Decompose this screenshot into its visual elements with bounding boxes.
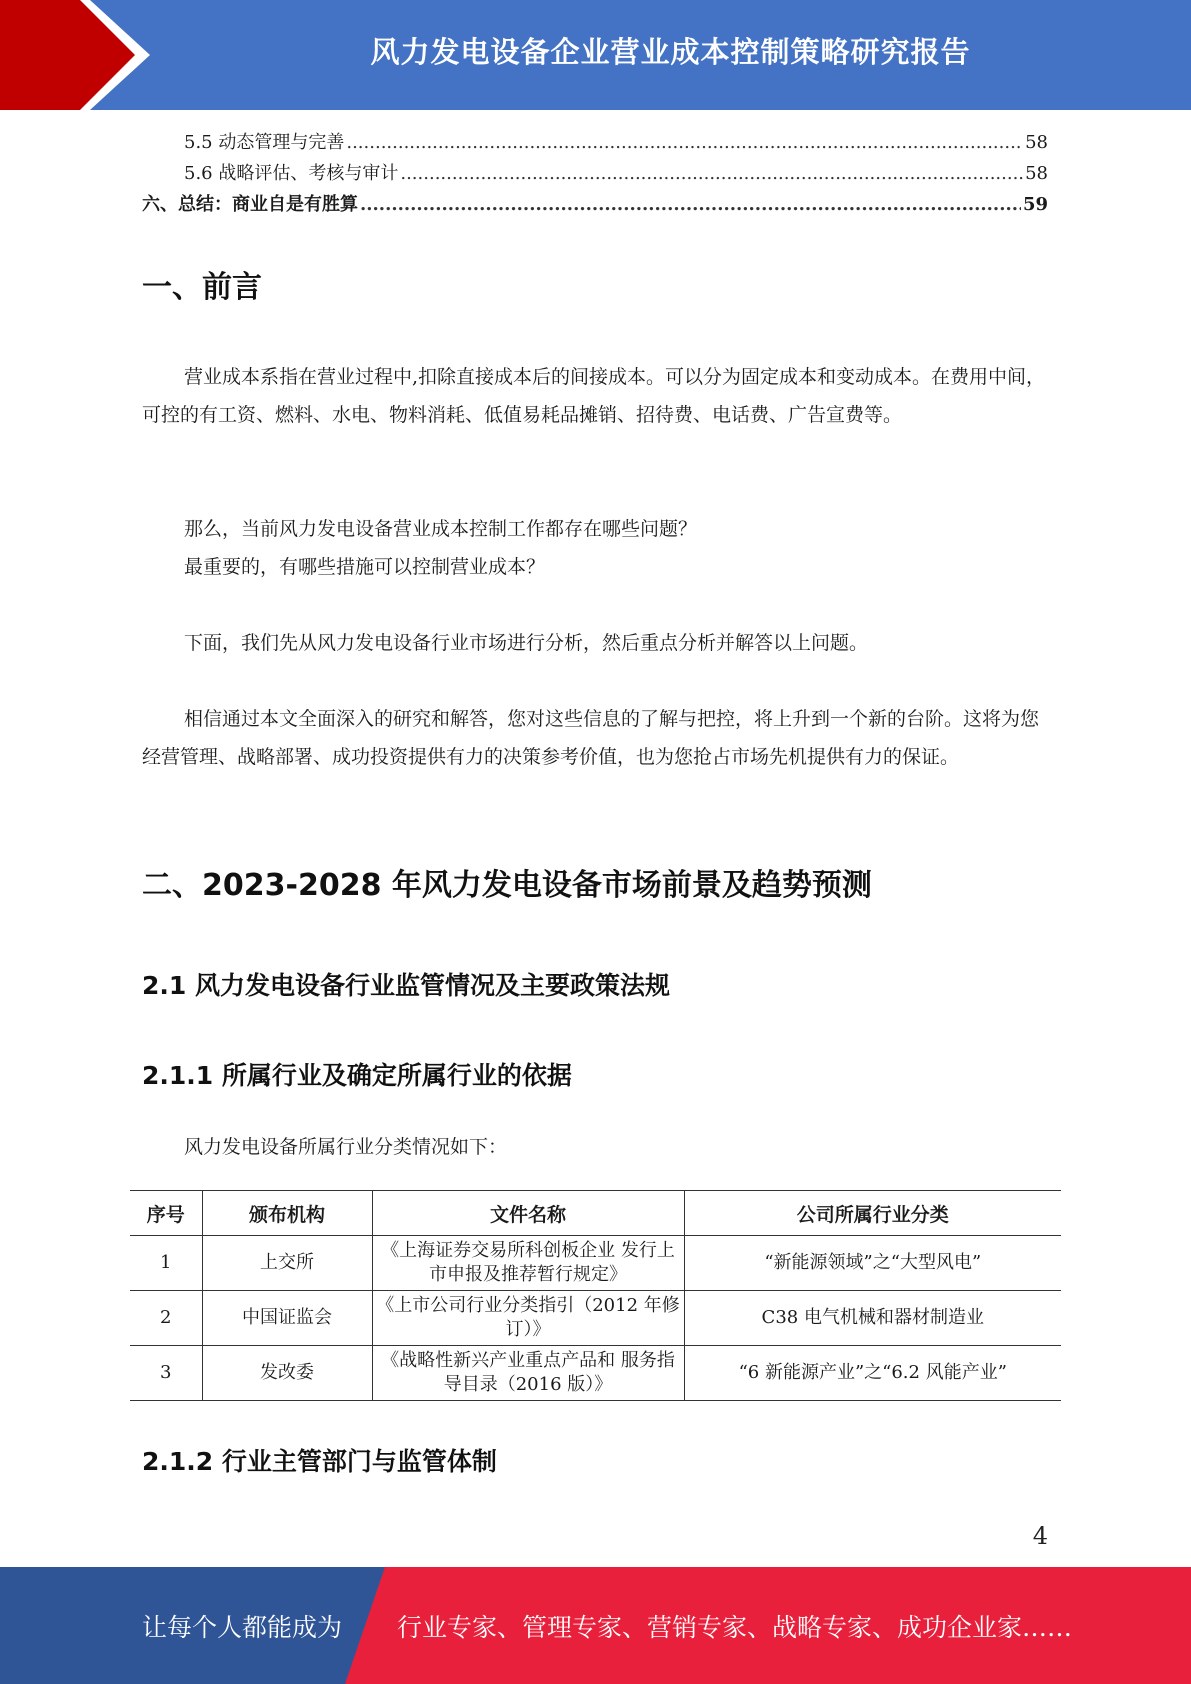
table-cell: “新能源领域”之“大型风电” (684, 1236, 1061, 1291)
table-row (130, 1346, 1061, 1401)
page-number: 4 (1032, 1522, 1048, 1550)
subsection-heading: 2.1.2 行业主管部门与监管体制 (142, 1447, 497, 1476)
table-cell: 中国证监会 (202, 1291, 372, 1346)
table-cell: 3 (130, 1346, 202, 1401)
body-paragraph: 营业成本系指在营业过程中,扣除直接成本后的间接成本。可以分为固定成本和变动成本。在费用中间，可控的有工资、燃料、水电、物料消耗、低值易耗品摊销、招待费、电话费、广告宣费等。 (142, 366, 1046, 426)
page-header (0, 0, 1191, 110)
table-row (130, 1236, 1061, 1291)
table-cell: 2 (130, 1291, 202, 1346)
body-paragraph: 下面，我们先从风力发电设备行业市场进行分析，然后重点分析并解答以上问题。 (184, 632, 869, 654)
table-cell: 发改委 (202, 1346, 372, 1401)
table-of-contents (142, 128, 1048, 221)
industry-classification-table (130, 1190, 1061, 1401)
table-cell: 上交所 (202, 1236, 372, 1291)
footer-slogan-left: 让每个人都能成为 (142, 1612, 343, 1642)
footer-slogan-right: 行业专家、管理专家、营销专家、战略专家、成功企业家…… (397, 1612, 1073, 1642)
body-paragraph: 相信通过本文全面深入的研究和解答，您对这些信息的了解与把控，将上升到一个新的台阶。这将为您经营管理、战略部署、成功投资提供有力的决策参考价值，也为您抢占市场先机提供有力的保证。 (142, 708, 1040, 768)
column-header: 颁布机构 (202, 1191, 372, 1236)
subsection-heading: 2.1.1 所属行业及确定所属行业的依据 (142, 1061, 572, 1090)
toc-entry-page: 58 (1025, 163, 1048, 184)
column-header: 序号 (130, 1191, 202, 1236)
report-title: 风力发电设备企业营业成本控制策略研究报告 (370, 34, 971, 69)
page-footer (0, 1567, 1191, 1684)
toc-entry-label: 六、总结：商业自是有胜算 (142, 194, 358, 215)
table-cell: 《上市公司行业分类指引（2012 年修订）》 (372, 1291, 684, 1346)
subsection-heading: 2.1 风力发电设备行业监管情况及主要政策法规 (142, 971, 670, 1000)
toc-leader-dots (360, 194, 1021, 215)
toc-entry-page: 58 (1025, 132, 1048, 153)
column-header: 文件名称 (372, 1191, 684, 1236)
toc-entry-page: 59 (1022, 194, 1048, 215)
table-row (130, 1291, 1061, 1346)
column-header: 公司所属行业分类 (684, 1191, 1061, 1236)
table-cell: 1 (130, 1236, 202, 1291)
header-chevron-decoration (0, 0, 160, 110)
body-paragraph: 那么，当前风力发电设备营业成本控制工作都存在哪些问题？ (184, 518, 698, 540)
toc-leader-dots (346, 132, 1023, 153)
section-heading: 二、2023-2028 年风力发电设备市场前景及趋势预测 (142, 868, 872, 903)
table-cell: “6 新能源产业”之“6.2 风能产业” (684, 1346, 1061, 1401)
toc-entry-label: 5.5 动态管理与完善 (184, 132, 345, 153)
table-cell: C38 电气机械和器材制造业 (684, 1291, 1061, 1346)
table-header-row (130, 1191, 1061, 1236)
toc-entry[interactable] (142, 190, 1048, 221)
table-cell: 《上海证券交易所科创板企业 发行上市申报及推荐暂行规定》 (372, 1236, 684, 1291)
section-heading: 一、前言 (142, 270, 262, 305)
toc-entry-label: 5.6 战略评估、考核与审计 (184, 163, 399, 184)
body-paragraph: 风力发电设备所属行业分类情况如下： (184, 1136, 508, 1158)
body-paragraph: 最重要的，有哪些措施可以控制营业成本？ (184, 556, 546, 578)
toc-entry[interactable] (142, 159, 1048, 190)
toc-entry[interactable] (142, 128, 1048, 159)
table-cell: 《战略性新兴产业重点产品和 服务指导目录（2016 版）》 (372, 1346, 684, 1401)
toc-leader-dots (400, 163, 1023, 184)
